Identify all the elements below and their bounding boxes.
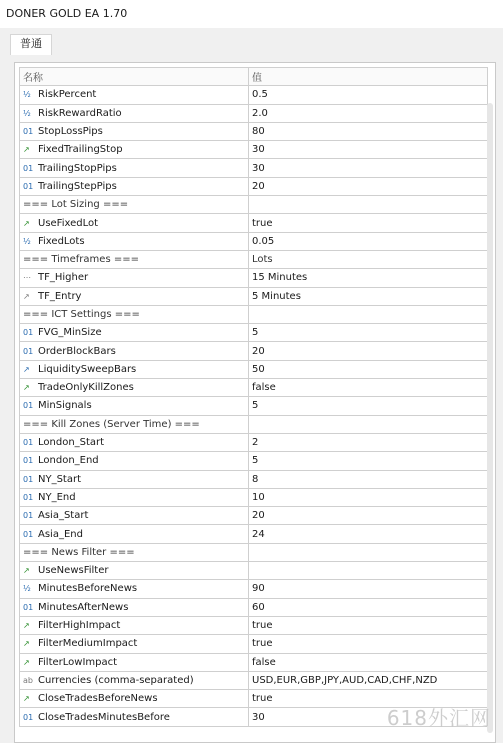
parameter-name-cell <box>20 708 249 726</box>
parameter-name-cell <box>20 433 249 451</box>
parameter-name: UseFixedLot <box>38 217 99 229</box>
integer-icon: 01 <box>23 529 34 539</box>
section-header-row[interactable] <box>20 543 488 561</box>
double-icon: ½ <box>23 236 31 246</box>
parameter-name-cell <box>20 415 249 433</box>
parameter-value-cell[interactable]: 90 <box>249 580 488 598</box>
enum-icon: ↗ <box>23 291 30 301</box>
parameter-value-cell[interactable]: true <box>249 616 488 634</box>
parameter-name-cell <box>20 598 249 616</box>
parameter-name: RiskPercent <box>38 89 97 101</box>
parameter-value-cell[interactable]: 20 <box>249 177 488 195</box>
parameter-name: MinutesAfterNews <box>38 601 129 613</box>
integer-icon: 01 <box>23 127 34 137</box>
parameter-name: === Timeframes === <box>23 254 139 266</box>
parameter-name: FVG_MinSize <box>38 327 102 339</box>
window-title: DONER GOLD EA 1.70 <box>6 7 128 20</box>
bool-icon: ↗ <box>23 657 30 667</box>
column-header-value: 值 <box>249 68 488 86</box>
parameter-value-cell[interactable]: 30 <box>249 159 488 177</box>
parameter-value-cell[interactable]: 5 <box>249 397 488 415</box>
parameter-name: === Lot Sizing === <box>23 199 129 211</box>
parameter-name-cell <box>20 287 249 305</box>
table-row[interactable] <box>20 141 488 159</box>
enum-icon: ⋯ <box>23 273 31 283</box>
parameter-name: FilterLowImpact <box>38 656 118 668</box>
parameter-name: UseNewsFilter <box>38 565 109 577</box>
parameter-name: NY_End <box>38 491 76 503</box>
table-row[interactable] <box>20 159 488 177</box>
bool-icon: ↗ <box>23 383 30 393</box>
table-row[interactable] <box>20 379 488 397</box>
bool-icon: ↗ <box>23 639 30 649</box>
table-row[interactable] <box>20 562 488 580</box>
tab-strip <box>0 28 503 56</box>
table-row[interactable] <box>20 122 488 140</box>
parameter-name: TradeOnlyKillZones <box>38 382 134 394</box>
parameter-name-cell <box>20 635 249 653</box>
integer-icon: 01 <box>23 438 34 448</box>
parameters-table <box>19 67 488 727</box>
parameter-name: CloseTradesMinutesBefore <box>38 711 170 723</box>
parameter-name-cell <box>20 580 249 598</box>
parameter-name-cell <box>20 562 249 580</box>
parameter-value-cell[interactable]: USD,EUR,GBP,JPY,AUD,CAD,CHF,NZD <box>249 671 488 689</box>
parameter-value-cell[interactable] <box>249 415 488 433</box>
parameter-name: FilterMediumImpact <box>38 638 138 650</box>
string-icon: ab <box>23 675 33 685</box>
vertical-scrollbar[interactable] <box>487 103 493 733</box>
table-row[interactable] <box>20 232 488 250</box>
table-row[interactable] <box>20 104 488 122</box>
window-title-bar <box>0 0 503 28</box>
table-row[interactable] <box>20 397 488 415</box>
parameter-name-cell <box>20 305 249 323</box>
table-row[interactable] <box>20 488 488 506</box>
parameter-value-cell[interactable]: 2 <box>249 433 488 451</box>
table-row[interactable] <box>20 86 488 104</box>
table-row[interactable] <box>20 525 488 543</box>
parameter-name: Asia_Start <box>38 510 89 522</box>
parameter-name-cell <box>20 214 249 232</box>
integer-icon: 01 <box>23 602 34 612</box>
parameter-name: FixedTrailingStop <box>38 144 123 156</box>
parameter-name: TrailingStopPips <box>38 162 117 174</box>
parameter-name-cell <box>20 269 249 287</box>
parameter-value-cell[interactable] <box>249 543 488 561</box>
section-header-row[interactable] <box>20 415 488 433</box>
integer-icon: 01 <box>23 346 34 356</box>
table-row[interactable] <box>20 324 488 342</box>
parameter-name: Asia_End <box>38 528 83 540</box>
integer-icon: ↗ <box>23 364 30 374</box>
parameter-name-cell <box>20 653 249 671</box>
parameter-name-cell <box>20 360 249 378</box>
tab-general[interactable]: 普通 <box>10 34 52 55</box>
parameter-value-cell[interactable]: true <box>249 214 488 232</box>
parameter-name: FilterHighImpact <box>38 620 121 632</box>
parameter-value-cell[interactable] <box>249 305 488 323</box>
parameter-name-cell <box>20 488 249 506</box>
table-header-row <box>20 68 488 86</box>
integer-icon: 01 <box>23 163 34 173</box>
parameter-name-cell <box>20 86 249 104</box>
parameter-name-cell <box>20 452 249 470</box>
section-header-row[interactable] <box>20 305 488 323</box>
parameter-name-cell <box>20 342 249 360</box>
parameter-value-cell[interactable]: 80 <box>249 122 488 140</box>
parameter-name-cell <box>20 690 249 708</box>
parameter-value-cell[interactable]: true <box>249 690 488 708</box>
table-row[interactable] <box>20 507 488 525</box>
table-row[interactable] <box>20 287 488 305</box>
table-row[interactable] <box>20 616 488 634</box>
parameter-name-cell <box>20 397 249 415</box>
integer-icon: 01 <box>23 511 34 521</box>
table-row[interactable] <box>20 452 488 470</box>
parameter-name-cell <box>20 671 249 689</box>
table-row[interactable] <box>20 470 488 488</box>
column-header-name: 名称 <box>20 68 249 86</box>
parameter-value-cell[interactable]: 30 <box>249 141 488 159</box>
parameter-value-cell[interactable]: 30 <box>249 708 488 726</box>
parameter-value-cell[interactable]: true <box>249 635 488 653</box>
parameter-name-cell <box>20 543 249 561</box>
parameter-value-cell[interactable]: false <box>249 653 488 671</box>
bool-icon: ↗ <box>23 145 30 155</box>
parameter-name-cell <box>20 379 249 397</box>
integer-icon: 01 <box>23 474 34 484</box>
parameter-name: TF_Higher <box>38 272 89 284</box>
parameter-name-cell <box>20 250 249 268</box>
bool-icon: ↗ <box>23 694 30 704</box>
parameter-value-cell[interactable]: 15 Minutes <box>249 269 488 287</box>
parameter-name: TrailingStepPips <box>38 180 117 192</box>
section-header-row[interactable] <box>20 196 488 214</box>
double-icon: ½ <box>23 108 31 118</box>
table-row[interactable] <box>20 342 488 360</box>
integer-icon: 01 <box>23 181 34 191</box>
parameter-name-cell <box>20 159 249 177</box>
parameter-value-cell[interactable]: 2.0 <box>249 104 488 122</box>
parameter-value-cell[interactable]: 24 <box>249 525 488 543</box>
parameter-name: MinSignals <box>38 400 92 412</box>
parameter-name: MinutesBeforeNews <box>38 583 138 595</box>
parameter-name-cell <box>20 177 249 195</box>
parameter-value-cell[interactable]: 50 <box>249 360 488 378</box>
parameter-name: === ICT Settings === <box>23 309 140 320</box>
parameter-name: RiskRewardRatio <box>38 107 122 119</box>
section-header-row[interactable] <box>20 250 488 268</box>
integer-icon: 01 <box>23 328 34 338</box>
parameter-name-cell <box>20 232 249 250</box>
parameter-name-cell <box>20 525 249 543</box>
table-row[interactable] <box>20 671 488 689</box>
integer-icon: 01 <box>23 401 34 411</box>
parameter-value-cell[interactable]: 0.05 <box>249 232 488 250</box>
parameter-name-cell <box>20 616 249 634</box>
bool-icon: ↗ <box>23 566 30 576</box>
parameter-value-cell[interactable]: 20 <box>249 342 488 360</box>
parameter-value-cell[interactable] <box>249 562 488 580</box>
parameter-value-cell[interactable]: 5 <box>249 324 488 342</box>
table-row[interactable] <box>20 177 488 195</box>
double-icon: ½ <box>23 90 31 100</box>
parameter-name: FixedLots <box>38 235 85 247</box>
parameter-name: LiquiditySweepBars <box>38 363 137 375</box>
parameter-name-cell <box>20 507 249 525</box>
table-row[interactable] <box>20 433 488 451</box>
parameter-name: === News Filter === <box>23 546 135 558</box>
parameter-name: NY_Start <box>38 473 82 485</box>
parameter-name: London_Start <box>38 437 105 449</box>
parameter-name-cell <box>20 196 249 214</box>
parameter-value-cell[interactable]: 10 <box>249 488 488 506</box>
integer-icon: 01 <box>23 492 34 502</box>
parameter-name: OrderBlockBars <box>38 345 116 357</box>
integer-icon: ½ <box>23 584 31 594</box>
watermark: 618外汇网 <box>386 706 491 730</box>
parameter-value-cell[interactable]: 0.5 <box>249 86 488 104</box>
parameter-name: Currencies (comma-separated) <box>38 674 194 686</box>
bool-icon: ↗ <box>23 218 30 228</box>
integer-icon: 01 <box>23 456 34 466</box>
inputs-panel <box>14 62 496 743</box>
parameter-value-cell[interactable]: 5 <box>249 452 488 470</box>
parameter-value-cell[interactable]: 20 <box>249 507 488 525</box>
integer-icon: 01 <box>23 712 34 722</box>
table-row[interactable] <box>20 635 488 653</box>
parameter-value-cell[interactable]: 8 <box>249 470 488 488</box>
table-row[interactable] <box>20 598 488 616</box>
parameter-name-cell <box>20 122 249 140</box>
parameter-value-cell[interactable]: 5 Minutes <box>249 287 488 305</box>
parameter-name-cell <box>20 104 249 122</box>
table-row[interactable] <box>20 653 488 671</box>
parameter-name-cell <box>20 324 249 342</box>
parameter-value-cell[interactable]: Lots <box>249 250 488 268</box>
parameter-name-cell <box>20 470 249 488</box>
parameter-name: === Kill Zones (Server Time) === <box>23 418 200 430</box>
table-row[interactable] <box>20 580 488 598</box>
parameter-name: StopLossPips <box>38 126 103 138</box>
parameter-value-cell[interactable] <box>249 196 488 214</box>
bool-icon: ↗ <box>23 621 30 631</box>
table-row[interactable] <box>20 269 488 287</box>
table-row[interactable] <box>20 360 488 378</box>
parameter-name: London_End <box>38 455 99 467</box>
parameter-name: TF_Entry <box>38 290 82 302</box>
parameter-value-cell[interactable]: 60 <box>249 598 488 616</box>
parameter-value-cell[interactable]: false <box>249 379 488 397</box>
table-row[interactable] <box>20 214 488 232</box>
parameter-name: CloseTradesBeforeNews <box>38 693 158 705</box>
parameter-name-cell <box>20 141 249 159</box>
